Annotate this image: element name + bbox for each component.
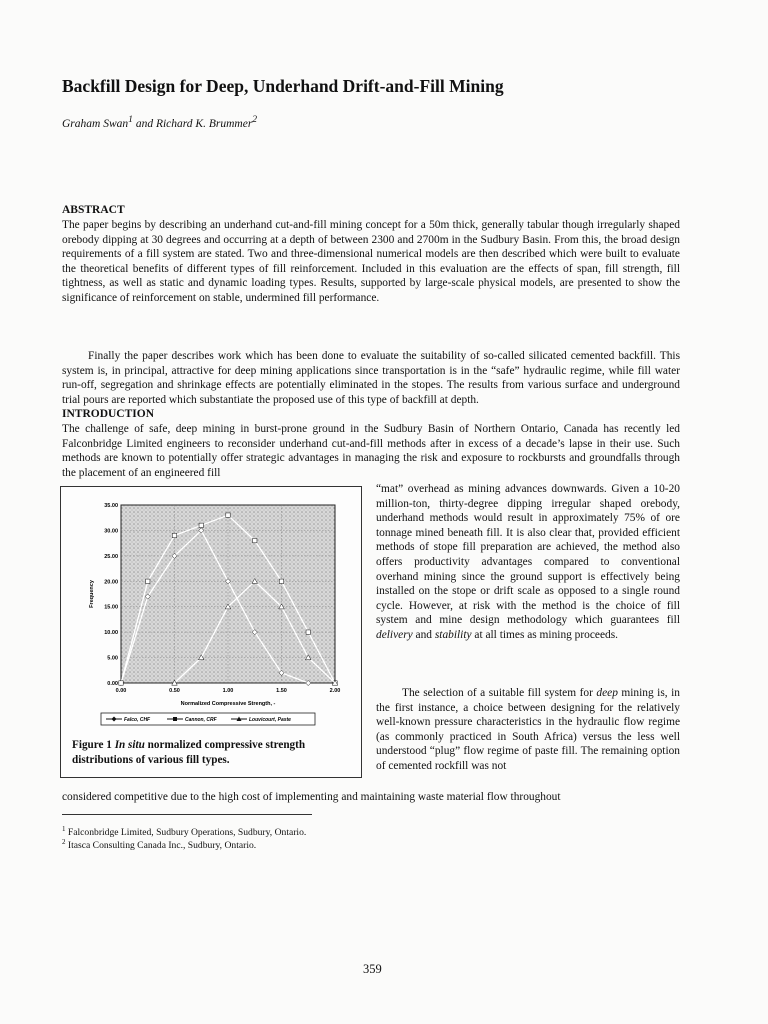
emphasis-delivery: delivery bbox=[376, 628, 413, 641]
footnote-2-mark: 2 bbox=[62, 838, 66, 846]
abstract-paragraph-2: Finally the paper describes work which has been done to evaluate the suitability of so-called silicated cemented backfill. This system is, in principal, attractive for deep mining applications since transportation is in the “safe” hydraulic regime, while fill water run-off, segregation and shrinkage effects are potentially eliminated in the stopes. The results from various surface and underground trial pours are reported which substantiate the proposed use of this type of backfill at depth. bbox=[62, 350, 680, 406]
y-tick-label: 20.00 bbox=[104, 579, 118, 586]
x-tick-label: 1.50 bbox=[276, 688, 287, 694]
intro-text-and: and bbox=[412, 628, 435, 641]
abstract-heading: ABSTRACT bbox=[62, 204, 125, 216]
data-point-cannon-crf bbox=[119, 681, 123, 685]
data-point-cannon-crf bbox=[146, 579, 150, 583]
legend-marker-square bbox=[173, 717, 177, 721]
figure-title-italic: In situ bbox=[114, 739, 145, 751]
x-axis-ticks bbox=[116, 688, 341, 694]
data-point-cannon-crf bbox=[253, 538, 257, 542]
x-tick-label: 0.00 bbox=[115, 688, 127, 694]
legend-label-falco: Falco, CHF bbox=[124, 717, 151, 723]
emphasis-deep: deep bbox=[596, 687, 618, 699]
x-tick-label: 0.50 bbox=[169, 688, 180, 694]
paper-title: Backfill Design for Deep, Underhand Drift-and-Fill Mining bbox=[62, 76, 504, 96]
data-point-cannon-crf bbox=[199, 523, 203, 527]
introduction-paragraph-2-column bbox=[376, 686, 680, 774]
x-axis-label: Normalized Compressive Strength, - bbox=[180, 701, 276, 707]
introduction-paragraph-2-fullwidth: considered competitive due to the high cost of implementing and maintaining waste material flow throughout bbox=[62, 791, 561, 803]
footnote-divider bbox=[62, 814, 312, 815]
x-tick-label: 1.00 bbox=[222, 688, 234, 694]
data-point-cannon-crf bbox=[226, 513, 230, 517]
introduction-heading: INTRODUCTION bbox=[62, 408, 155, 420]
y-tick-label: 25.00 bbox=[104, 553, 118, 560]
figure-label: Figure 1 bbox=[72, 739, 112, 751]
footnote-2-text: Itasca Consulting Canada Inc., Sudbury, Ontario. bbox=[67, 840, 257, 852]
x-tick-label: 2.00 bbox=[329, 688, 341, 694]
y-tick-label: 10.00 bbox=[104, 630, 118, 637]
footnote-1 bbox=[62, 825, 306, 838]
intro-text: “mat” overhead as mining advances downwards. Given a 10-20 million-ton, thirty-degree dipping irregular shaped orebody, underhand methods would result in approximately 75% of ore tonnage mined beneath fill. It is also clear that, provided efficient methods of stope fill preparation are achieved, the method also offers productivity advantages compared to conventional overhand mining since the ground support is effectively being installed on the stope or drift scale as opposed to a single round cycle. However, at risk with the method is the choice of fill system and mine design methodology which guarantees fill bbox=[376, 483, 680, 627]
intro-text-end: at all times as mining proceeds. bbox=[471, 628, 619, 641]
data-point-cannon-crf bbox=[279, 579, 283, 583]
y-tick-label: 30.00 bbox=[104, 528, 118, 535]
footnote-2 bbox=[62, 838, 256, 851]
footnote-1-text: Falconbridge Limited, Sudbury Operations, Sudbury, Ontario. bbox=[67, 827, 307, 839]
intro-p2-text: The selection of a suitable fill system for bbox=[402, 687, 597, 699]
introduction-paragraph-1-fullwidth: The challenge of safe, deep mining in burst-prone ground in the Sudbury Basin of Northern Ontario, Canada has recently led Falconbridge Limited engineers to reconsider underhand cut-and-fill methods after in excess of a decade’s lapse in their use. Such methods are known to potentially offer strategic advantages in managing the risk and exposure to rockbursts and groundfalls through the placement of an engineered fill bbox=[62, 423, 680, 479]
legend-label-cannon: Cannon, CRF bbox=[185, 717, 217, 723]
figure-1-caption bbox=[72, 738, 352, 767]
figure-title-rest: normalized compressive strength distributions of various fill types. bbox=[72, 739, 306, 766]
intro-p2-text-rest: mining is, in the first instance, a choice between designing for the relatively well-known pressure characteristics in the hydraulic flow regime (as commonly practiced in South Africa) versus the less well understood “plug” flow regime of paste fill. The remaining option of cemented rockfill was not bbox=[376, 687, 680, 772]
page-number: 359 bbox=[363, 962, 382, 976]
authors bbox=[62, 114, 257, 130]
introduction-paragraph-1-column bbox=[376, 482, 680, 643]
emphasis-stability: stability bbox=[434, 628, 472, 641]
data-point-cannon-crf bbox=[172, 533, 176, 537]
affiliation-mark-2: 2 bbox=[252, 114, 258, 125]
abstract-paragraph-1: The paper begins by describing an underhand cut-and-fill mining concept for a 50m thick, generally tabular though irregularly shaped orebody dipping at 30 degrees and occurring at a depth of between 2300 and 2700m in the Sudbury Basin. From this, the broad design requirements of a fill system are stated. Two and three-dimensional numerical models are then described which were built to evaluate the theoretical benefits of different types of fill reinforcement. Included in this evaluation are the effects of span, fill strength, fill tightness, as well as static and dynamic loading types. Results, supported by large-scale physical models, are presented to show the significance of reinforcement on stable, undermined fill performance. bbox=[62, 219, 680, 304]
y-tick-label: 35.00 bbox=[104, 503, 118, 509]
y-tick-label: 15.00 bbox=[104, 604, 118, 611]
data-point-cannon-crf bbox=[306, 630, 310, 634]
y-axis-ticks bbox=[104, 503, 118, 687]
figure-1 bbox=[60, 486, 362, 778]
affiliation-mark-1: 1 bbox=[128, 114, 133, 125]
strength-distribution-chart bbox=[61, 487, 361, 737]
author-1: Graham Swan bbox=[62, 117, 129, 130]
footnote-1-mark: 1 bbox=[62, 825, 66, 833]
y-tick-label: 5.00 bbox=[107, 655, 118, 662]
y-tick-label: 0.00 bbox=[107, 681, 118, 687]
author-2: and Richard K. Brummer bbox=[132, 117, 253, 130]
legend-label-louvicourt: Louvicourt, Paste bbox=[249, 717, 291, 723]
legend bbox=[101, 713, 315, 725]
y-axis-label: Frequency bbox=[89, 580, 95, 608]
